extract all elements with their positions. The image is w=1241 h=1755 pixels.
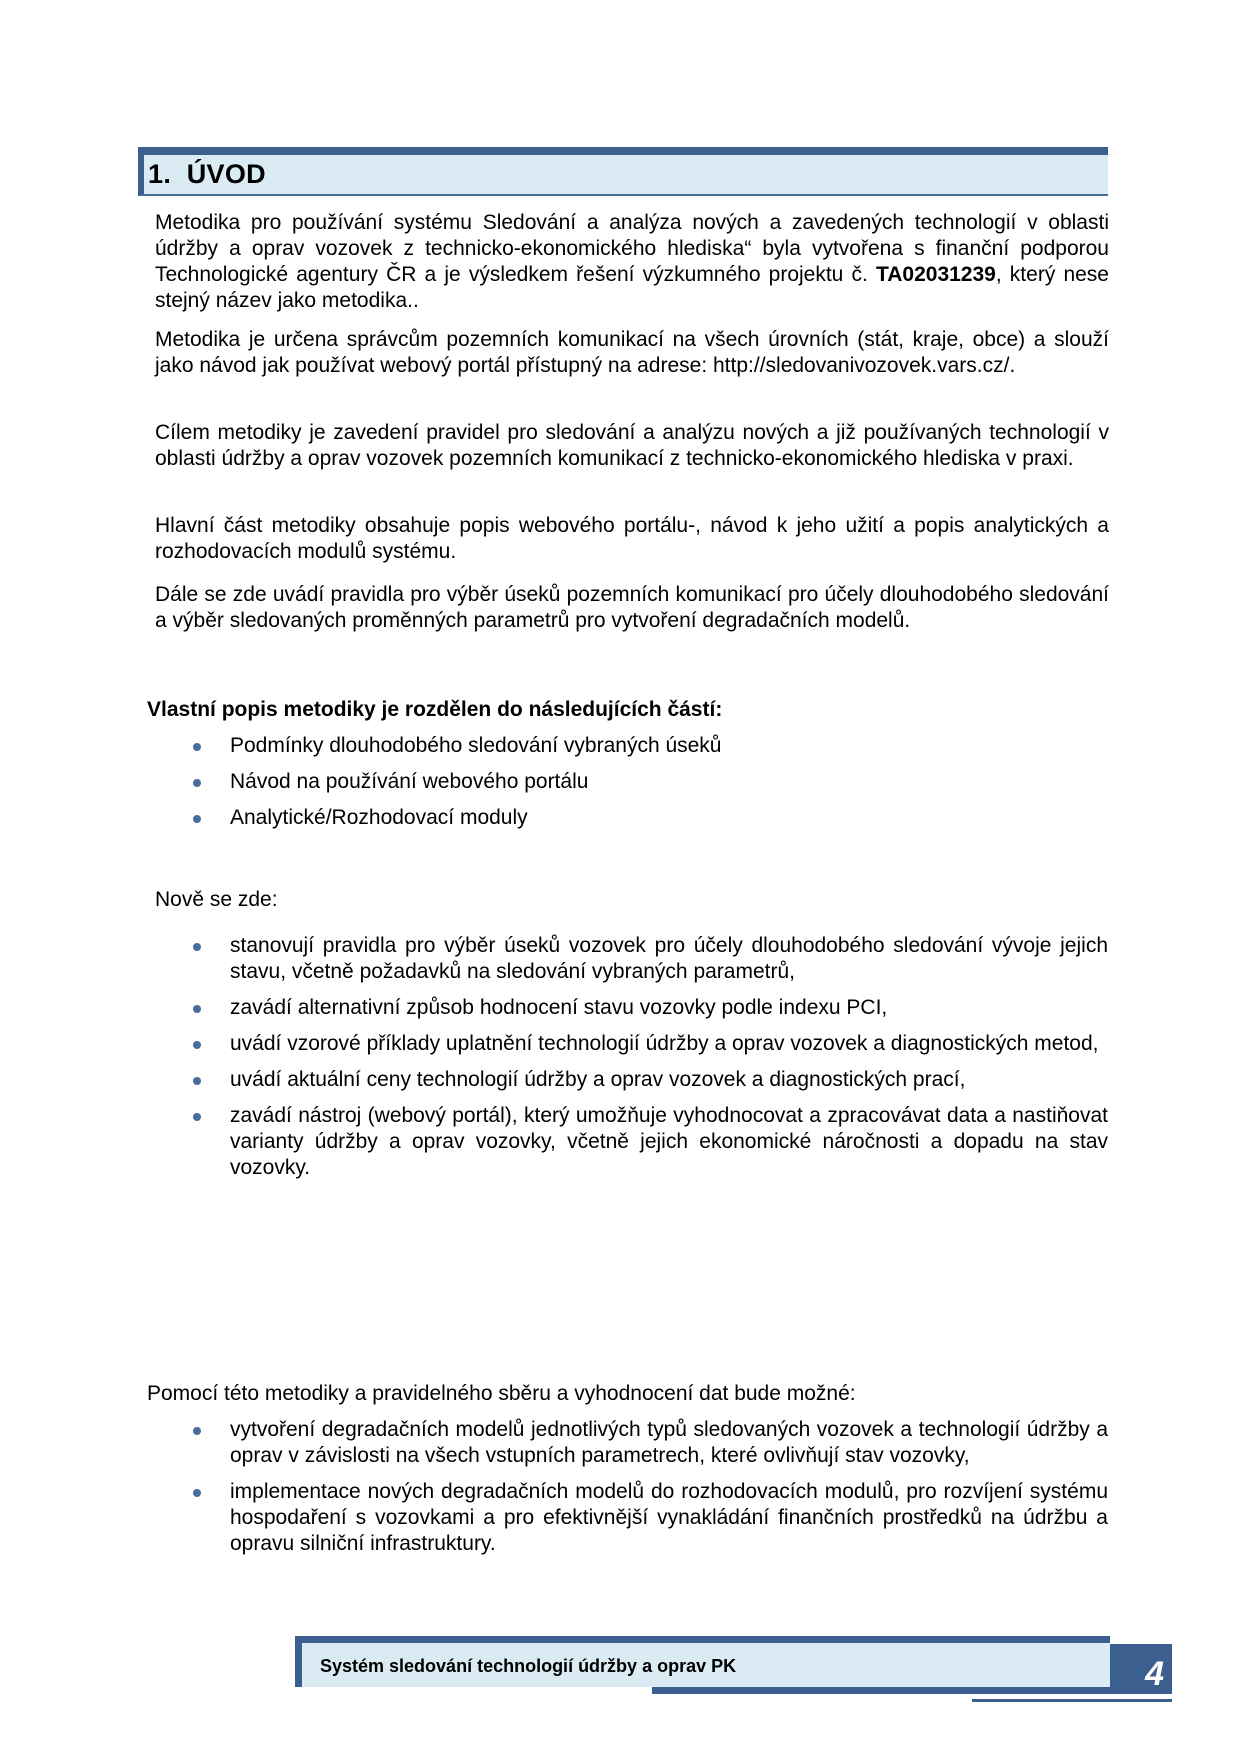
bullet-icon (193, 815, 201, 823)
intro-paragraph-4: Hlavní část metodiky obsahuje popis webového portálu-, návod k jeho užití a popis analytických a rozhodovacích modulů systému. (155, 514, 1109, 563)
footer-bottom-band (652, 1687, 1172, 1694)
intro-paragraph-5: Dále se zde uvádí pravidla pro výběr úseků pozemních komunikací pro účely dlouhodobého sledování a výběr sledovaných proměnných parametrů pro vytvoření degradačních modelů. (155, 583, 1109, 632)
list-item: Podmínky dlouhodobého sledování vybraných úseků (190, 733, 1108, 759)
bullet-icon (193, 943, 201, 951)
bullet-icon (193, 1489, 201, 1497)
list-item: Návod na používání webového portálu (190, 769, 1108, 795)
intro-paragraph-3: Cílem metodiky je zavedení pravidel pro sledování a analýzu nových a již používaných technologií v oblasti údržby a oprav vozovek pozemních komunikací z technicko-ekonomického hlediska v praxi. (155, 421, 1109, 470)
benefits-label: Pomocí této metodiky a pravidelného sběru a vyhodnocení dat bude možné: (147, 1382, 856, 1405)
parts-label: Vlastní popis metodiky je rozdělen do následujících částí: (147, 698, 723, 721)
intro-paragraph-1 (155, 210, 1109, 314)
bullet-icon (193, 1041, 201, 1049)
project-code: TA02031239 (875, 263, 996, 286)
list-item: zavádí alternativní způsob hodnocení stavu vozovky podle indexu PCI, (190, 995, 1108, 1021)
footer-banner (295, 1636, 1110, 1687)
footer-title: Systém sledování technologií údržby a oprav PK (320, 1656, 737, 1676)
bullet-icon (193, 743, 201, 751)
section-heading-bar (138, 147, 1108, 196)
page-number: 4 (1145, 1655, 1164, 1693)
intro-p1-text: Metodika pro používání systému Sledování a analýza nových a zavedených technologií v oblasti údržby a oprav vozovek z technicko-ekonomického hlediska“ byla vytvořena s finanční podporou Technologické agentury ČR a je výsledkem řešení výzkumného projektu č. (155, 211, 1109, 286)
bullet-icon (193, 1005, 201, 1013)
bullet-icon (193, 779, 201, 787)
list-item: stanovují pravidla pro výběr úseků vozovek pro účely dlouhodobého sledování vývoje jejich stavu, včetně požadavků na sledování vybraných parametrů, (190, 933, 1108, 985)
bullet-icon (193, 1113, 201, 1121)
page-number-block (1110, 1644, 1172, 1694)
list-item: uvádí aktuální ceny technologií údržby a oprav vozovek a diagnostických prací, (190, 1067, 1108, 1093)
benefits-list (190, 1417, 1108, 1557)
list-item: zavádí nástroj (webový portál), který umožňuje vyhodnocovat a zpracovávat data a nastiňovat varianty údržby a oprav vozovky, včetně jejich ekonomické náročnosti a dopadu na stav vozovky. (190, 1103, 1108, 1181)
new-label: Nově se zde: (155, 888, 278, 911)
new-list (190, 933, 1108, 1181)
intro-p1-tail: , který nese stejný název jako metodika.. (155, 263, 1109, 312)
list-item: uvádí vzorové příklady uplatnění technologií údržby a oprav vozovek a diagnostických metod, (190, 1031, 1108, 1057)
section-heading: 1. ÚVOD (148, 159, 266, 189)
list-item: vytvoření degradačních modelů jednotlivých typů sledovaných vozovek a technologií údržby a oprav v závislosti na všech vstupních parametrech, které ovlivňují stav vozovky, (190, 1417, 1108, 1469)
list-item: implementace nových degradačních modelů do rozhodovacích modulů, pro rozvíjení systému hospodaření s vozovkami a pro efektivnější vynakládání finančních prostředků na údržbu a opravu silniční infrastruktury. (190, 1479, 1108, 1557)
list-item: Analytické/Rozhodovací moduly (190, 805, 1108, 831)
footer-rule (972, 1699, 1172, 1702)
bullet-icon (193, 1427, 201, 1435)
intro-paragraph-2: Metodika je určena správcům pozemních komunikací na všech úrovních (stát, kraje, obce) a slouží jako návod jak používat webový portál přístupný na adrese: http://sledovanivozovek.vars.cz/. (155, 328, 1109, 377)
bullet-icon (193, 1077, 201, 1085)
parts-list (190, 733, 1108, 831)
